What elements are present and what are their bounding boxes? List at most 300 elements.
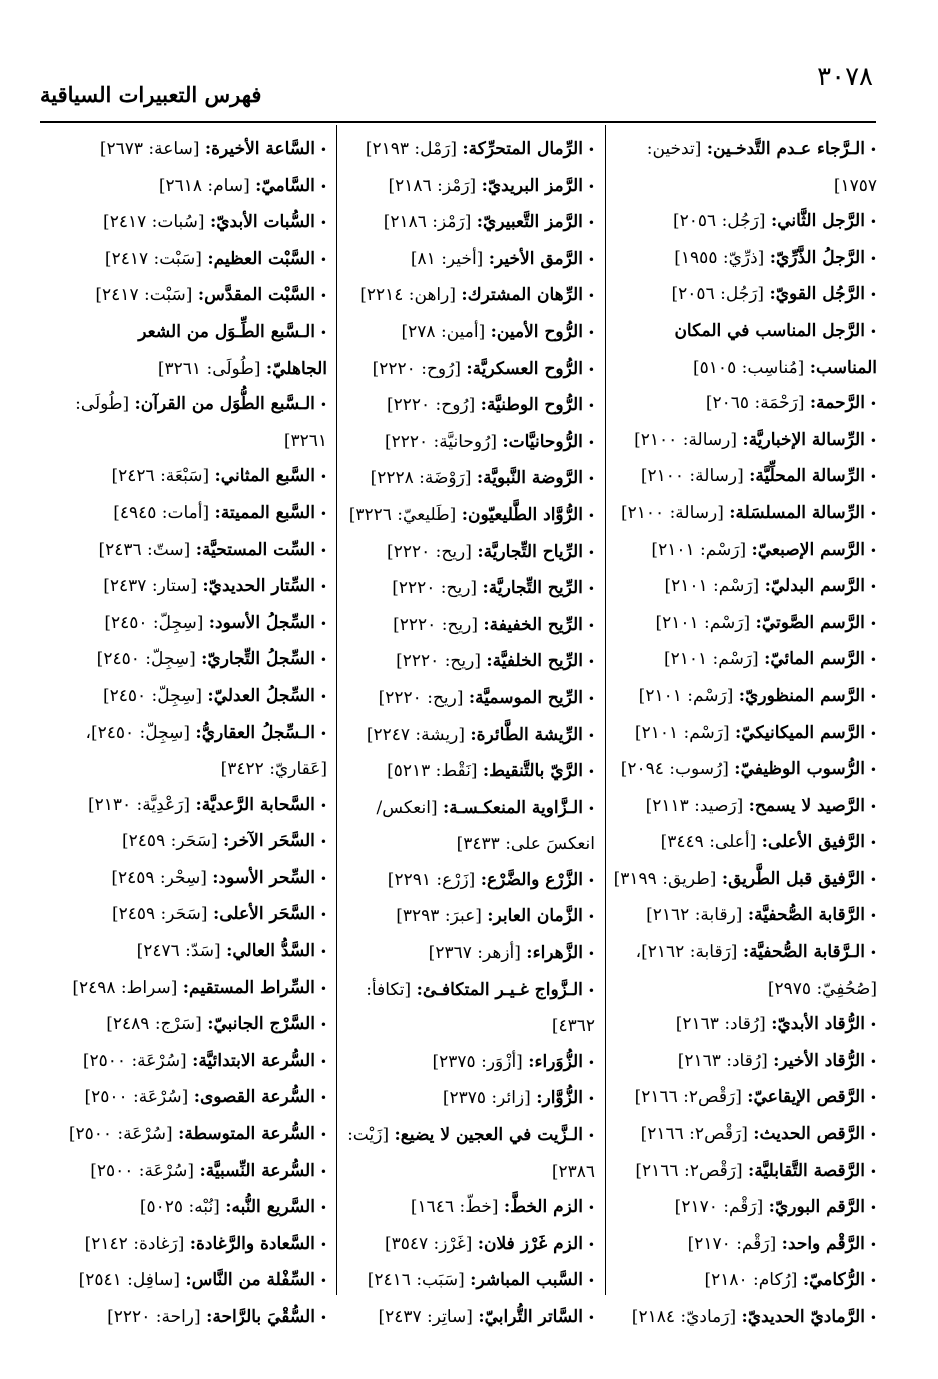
- running-title: فهرس التعبيرات السياقية: [40, 82, 262, 107]
- index-entry: [345, 1227, 595, 1264]
- bullet-icon: •: [319, 1164, 327, 1179]
- index-entry: [615, 679, 877, 716]
- bullet-icon: •: [869, 1201, 877, 1216]
- index-entry: [615, 1154, 877, 1191]
- header-rule: [40, 121, 876, 123]
- index-entry: [72, 824, 327, 861]
- index-entry: [615, 825, 877, 862]
- index-entry: [345, 1045, 595, 1082]
- bullet-icon: •: [587, 545, 595, 560]
- bullet-icon: •: [319, 835, 327, 850]
- entry-term: الرَّفيق قبل الطَّريق:: [721, 868, 865, 889]
- entry-term: الرُّوح الوطنيَّة:: [480, 395, 583, 416]
- entry-reference: [سُبات: ٢٤١٧]: [103, 212, 205, 233]
- entry-term: الرِّهان المشترك:: [461, 285, 583, 306]
- entry-term: السَّحَر الآخر:: [222, 831, 315, 852]
- entry-term: السَّبب المباشر:: [470, 1270, 583, 1291]
- entry-reference: [رَصيد: ٢١١٣]: [645, 795, 744, 816]
- entry-term: السُّرعة الابتدائيَّة:: [192, 1050, 315, 1071]
- index-entry: [72, 459, 327, 496]
- bullet-icon: •: [587, 873, 595, 888]
- entry-reference: [رَقْم: ٢١٧٠]: [674, 1197, 764, 1218]
- index-entry: [72, 934, 327, 971]
- entry-reference: [رَوْضَة: ٢٢٢٨]: [370, 468, 472, 489]
- index-entry: [72, 1300, 327, 1337]
- bullet-icon: •: [319, 1237, 327, 1252]
- bullet-icon: •: [587, 252, 595, 267]
- bullet-icon: •: [587, 216, 595, 231]
- entry-term: الزَّمان العابر:: [487, 906, 583, 927]
- index-entry: [72, 642, 327, 679]
- entry-reference: [راحة: ٢٢٢٠]: [107, 1307, 201, 1327]
- index-entry: [345, 169, 595, 206]
- entry-term: السَّاميّ:: [255, 175, 315, 196]
- entry-term: السِّتار الحديديّ:: [202, 576, 315, 597]
- entry-reference: [رُوحانيَّة: ٢٢٢٠]: [384, 431, 497, 452]
- entry-term: السَّحَر الأعلى:: [212, 904, 315, 925]
- entry-reference: [ساعة: ٢٦٧٣]: [99, 139, 200, 159]
- index-entry: [615, 132, 877, 204]
- index-entry: [615, 716, 877, 753]
- entry-reference: [رسالة: ٢١٠٠]: [621, 502, 724, 523]
- index-entry: [615, 1190, 877, 1227]
- index-entry: [345, 535, 595, 572]
- bullet-icon: •: [869, 433, 877, 448]
- entry-term: السَّريع النُّبه:: [225, 1197, 315, 1218]
- entry-term: السُّبات الأبديّ:: [209, 212, 315, 233]
- entry-term: السَّدُّ العالي:: [226, 941, 315, 962]
- index-entry: [615, 459, 877, 496]
- entry-reference: [رَغادة: ٢١٤٢]: [84, 1233, 185, 1254]
- entry-reference: [سَبْت: ٢٤١٧]: [104, 248, 202, 269]
- bullet-icon: •: [319, 1054, 327, 1069]
- entry-term: الرَّسم الإصبعيّ:: [751, 539, 865, 560]
- entry-reference: [رُقاد: ٢١٦٣]: [675, 1014, 766, 1035]
- entry-reference: [سَبَب: ٢٤١٦]: [367, 1270, 465, 1291]
- entry-reference: [نُبْه: ٥٠٢٥]: [139, 1197, 220, 1218]
- entry-reference: [رَسْم: ٢١٠١]: [655, 612, 751, 633]
- index-entry: [345, 425, 595, 462]
- entry-term: الـزَّاوية المنعكـسـة:: [442, 797, 583, 818]
- bullet-icon: •: [319, 798, 327, 813]
- bullet-icon: •: [869, 397, 877, 412]
- entry-reference: [رَسْم: ٢١٠١]: [663, 649, 759, 670]
- entry-term: السِّجلُ الأسود:: [208, 612, 315, 633]
- bullet-icon: •: [319, 506, 327, 521]
- index-entry: [345, 388, 595, 425]
- bullet-icon: •: [869, 1128, 877, 1143]
- entry-reference: [سَدّ: ٢٤٧٦]: [136, 941, 221, 962]
- entry-reference: [رَقْص٢: ٢١٦٦]: [634, 1087, 742, 1108]
- entry-reference: [خطّ: ١٦٤٦]: [410, 1197, 499, 1218]
- bullet-icon: •: [869, 1018, 877, 1033]
- entry-term: الزُّوَراء:: [528, 1051, 583, 1072]
- entry-term: الرَّصيد لا يسمح:: [748, 795, 865, 816]
- index-entry: [345, 899, 595, 936]
- entry-reference: [انعكس/ انعكسَ على: ٣٤٣٣]: [376, 797, 595, 855]
- bullet-icon: •: [587, 289, 595, 304]
- entry-reference: [رَقْم: ٢١٧٠]: [687, 1233, 777, 1254]
- entry-term: الرُّوح العسكريَّة:: [466, 358, 583, 379]
- entry-term: الرَّقص الحديث:: [753, 1124, 865, 1145]
- entry-term: الرَّسم البدليّ:: [764, 576, 865, 597]
- entry-term: الرَّيّ بالتَّنقيط:: [482, 761, 583, 782]
- entry-term: السُّقْيَ بالرَّاحة:: [206, 1307, 315, 1327]
- entry-reference: [رَقْص٢: ٢١٦٦]: [640, 1124, 748, 1145]
- bullet-icon: •: [587, 508, 595, 523]
- bullet-icon: •: [319, 1274, 327, 1289]
- index-entry: [72, 971, 327, 1008]
- entry-term: الرَّسم الميكانيكيّ:: [735, 722, 865, 743]
- column-divider-right: [605, 125, 606, 1295]
- entry-reference: [أعلى: ٣٤٤٩]: [660, 832, 757, 853]
- entry-reference: [سَحَر: ٢٤٥٩]: [122, 831, 218, 852]
- entry-reference: [سُرْعَة: ٢٥٠٠]: [82, 1050, 187, 1071]
- index-entry: [345, 205, 595, 242]
- bullet-icon: •: [587, 325, 595, 340]
- index-entry: [345, 718, 595, 755]
- bullet-icon: •: [319, 726, 327, 741]
- index-column-middle: [345, 132, 595, 1337]
- index-entry: [72, 897, 327, 934]
- index-entry: [72, 1007, 327, 1044]
- index-entry: [615, 496, 877, 533]
- index-entry: [72, 569, 327, 606]
- bullet-icon: •: [587, 1055, 595, 1070]
- index-entry: [345, 1081, 595, 1118]
- entry-reference: [رُوح: ٢٢٢٠]: [386, 395, 476, 416]
- entry-reference: [أمات: ٤٩٤٥]: [113, 502, 210, 523]
- entry-term: الرِّيح الخلفيَّة:: [486, 651, 583, 672]
- index-entry: [345, 1263, 595, 1300]
- entry-reference: [سُرْعَة: ٢٥٠٠]: [68, 1124, 173, 1145]
- bullet-icon: •: [319, 908, 327, 923]
- bullet-icon: •: [319, 580, 327, 595]
- entry-reference: [طُولَى: ٣٢٦١]: [157, 358, 261, 379]
- entry-reference: [ذرِّيّ: ١٩٥٥]: [674, 247, 765, 268]
- entry-reference: [رقابة: ٢١٦٢]: [646, 905, 743, 926]
- bullet-icon: •: [869, 251, 877, 266]
- index-entry: [72, 1227, 327, 1264]
- entry-reference: [ريح: ٢٢٢٠]: [387, 541, 472, 562]
- bullet-icon: •: [869, 763, 877, 778]
- entry-term: الزم غَرْز فلان:: [477, 1233, 583, 1254]
- entry-reference: [زَرْع: ٢٢٩١]: [387, 869, 476, 890]
- bullet-icon: •: [869, 1054, 877, 1069]
- entry-reference: [رَقْص٢: ٢١٦٦]: [635, 1160, 743, 1181]
- bullet-icon: •: [869, 1237, 877, 1252]
- index-entry: [68, 1117, 327, 1154]
- bullet-icon: •: [869, 543, 877, 558]
- entry-reference: [سِجِلّ: ٢٤٥٠]: [104, 612, 204, 633]
- bullet-icon: •: [587, 910, 595, 925]
- bullet-icon: •: [587, 472, 595, 487]
- entry-reference: [سِجِلّ: ٢٤٥٠]، [عَقاريّ: ٣٤٢٢]: [85, 722, 327, 780]
- bullet-icon: •: [319, 143, 327, 157]
- bullet-icon: •: [869, 143, 877, 157]
- index-entry: [345, 461, 595, 498]
- entry-reference: [رَحْمَة: ٢٠٦٥]: [705, 393, 805, 414]
- entry-reference: [رُقاد: ٢١٦٣]: [677, 1050, 768, 1071]
- bullet-icon: •: [319, 325, 327, 340]
- index-entry: [72, 315, 327, 387]
- entry-term: الرَّقم البوريّ:: [768, 1197, 865, 1218]
- index-entry: [345, 973, 595, 1045]
- index-entry: [345, 278, 595, 315]
- index-entry: [345, 132, 595, 169]
- entry-reference: [سِجِلّ: ٢٤٥٠]: [102, 685, 203, 706]
- entry-term: السِّت المستحيَّة:: [195, 539, 315, 560]
- entry-term: الـزَّواج غـيـر المتكافـئ:: [416, 979, 583, 1000]
- bullet-icon: •: [319, 289, 327, 304]
- entry-term: السِّراط المستقيم:: [182, 977, 315, 998]
- index-entry: [72, 1080, 327, 1117]
- index-entry: [72, 606, 327, 643]
- entry-reference: [غَرْز: ٣٥٤٧]: [384, 1233, 473, 1254]
- bullet-icon: •: [869, 946, 877, 961]
- entry-term: السُّرعة المتوسطة:: [178, 1124, 315, 1145]
- entry-term: السَّاعة الأخيرة:: [204, 139, 315, 159]
- entry-reference: [زائر: ٢٣٧٥]: [442, 1088, 531, 1109]
- entry-reference: [رَماديّ: ٢١٨٤]: [631, 1307, 737, 1327]
- entry-term: الرَّسم الصَّوتيّ:: [755, 612, 865, 633]
- entry-term: الرَّفيق الأعلى:: [761, 832, 865, 853]
- bullet-icon: •: [319, 1128, 327, 1143]
- entry-term: السُّرعة النِّسبيَّة:: [199, 1160, 315, 1181]
- bullet-icon: •: [587, 1129, 595, 1144]
- entry-reference: [رَمْل: ٢١٩٣]: [365, 139, 457, 159]
- bullet-icon: •: [587, 655, 595, 670]
- index-entry: [345, 936, 595, 973]
- index-entry: [615, 862, 877, 899]
- index-entry: [615, 204, 877, 241]
- bullet-icon: •: [319, 179, 327, 194]
- entry-term: السَّحابة الرَّعديَّة:: [195, 794, 315, 815]
- entry-reference: [رَسْم: ٢١٠١]: [651, 539, 747, 560]
- index-entry: [72, 496, 327, 533]
- entry-reference: [سَحَر: ٢٤٥٩]: [111, 904, 208, 925]
- index-entry: [72, 1154, 327, 1191]
- bullet-icon: •: [587, 399, 595, 414]
- index-entry: [345, 1118, 595, 1190]
- entry-term: الرَّجل المناسب في المكان المناسب:: [674, 320, 877, 378]
- index-entry: [72, 278, 327, 315]
- entry-reference: [أخير: ٨١]: [410, 248, 484, 269]
- index-entry: [72, 1263, 327, 1300]
- index-entry: [615, 277, 877, 314]
- entry-reference: [ستار: ٢٤٣٧]: [103, 576, 197, 597]
- entry-reference: [طَليعيّ: ٣٢٢٦]: [348, 504, 457, 525]
- index-entry: [72, 788, 327, 825]
- entry-term: الرَّجل الثَّاني:: [770, 211, 865, 232]
- index-entry: [345, 863, 595, 900]
- entry-reference: [سَرْج: ٢٤٨٩]: [106, 1014, 202, 1035]
- entry-term: الرَّوضة النَّبويَّة:: [476, 468, 583, 489]
- entry-term: الزَّرْع والضَّرْع:: [480, 869, 583, 890]
- index-entry: [615, 533, 877, 570]
- index-entry: [345, 242, 595, 279]
- bullet-icon: •: [587, 1201, 595, 1216]
- entry-reference: [رَجُل: ٢٠٥٦]: [673, 211, 766, 232]
- index-entry: [72, 861, 327, 898]
- entry-reference: [أزهر: ٢٣٦٧]: [428, 943, 521, 964]
- bullet-icon: •: [587, 1274, 595, 1289]
- entry-reference: [سُرْعَة: ٢٥٠٠]: [84, 1087, 189, 1108]
- entry-term: السَّبْت العظيم:: [207, 248, 315, 269]
- bullet-icon: •: [869, 836, 877, 851]
- bullet-icon: •: [319, 470, 327, 485]
- index-entry: [72, 679, 327, 716]
- bullet-icon: •: [587, 143, 595, 157]
- entry-term: الـسِّجلُ العقاريُّ:: [195, 722, 315, 743]
- entry-term: الرِّياح التِّجاريَّة:: [477, 541, 583, 562]
- entry-reference: [رَجُل: ٢٠٥٦]: [671, 284, 765, 305]
- entry-reference: [سَبْعَة: ٢٤٢٦]: [111, 466, 210, 487]
- bullet-icon: •: [319, 1091, 327, 1106]
- bullet-icon: •: [587, 362, 595, 377]
- entry-reference: [رُكام: ٢١٨٠]: [704, 1270, 798, 1291]
- entry-term: السَّبع المميتة:: [214, 502, 315, 523]
- bullet-icon: •: [587, 691, 595, 706]
- bullet-icon: •: [319, 1201, 327, 1216]
- index-entry: [615, 752, 877, 789]
- entry-term: الرَّمز التَّعبيريّ:: [476, 212, 583, 233]
- entry-term: الرُّوح الأمين:: [490, 321, 583, 342]
- bullet-icon: •: [319, 398, 327, 413]
- index-entry: [615, 1007, 877, 1044]
- bullet-icon: •: [587, 801, 595, 816]
- index-entry: [615, 1227, 877, 1264]
- index-entry: [615, 1080, 877, 1117]
- bullet-icon: •: [869, 909, 877, 924]
- entry-term: الزَّهراء:: [526, 943, 583, 964]
- index-entry: [615, 1117, 877, 1154]
- index-entry: [615, 1300, 877, 1337]
- entry-term: الرَّحمة:: [809, 393, 865, 414]
- bullet-icon: •: [869, 324, 877, 339]
- index-entry: [345, 571, 595, 608]
- index-entry: [615, 606, 877, 643]
- index-entry: [345, 681, 595, 718]
- entry-term: الرِّسالة الإخباريَّة:: [742, 429, 865, 450]
- entry-reference: [رَسْم: ٢١٠١]: [664, 576, 760, 597]
- entry-term: الرُّكاميّ:: [802, 1270, 865, 1291]
- entry-reference: [نَقْط: ٥٢١٣]: [387, 761, 478, 782]
- entry-reference: [طريق: ٣١٩٩]: [613, 868, 717, 889]
- bullet-icon: •: [319, 981, 327, 996]
- entry-reference: [رَمْز: ٢١٨٦]: [388, 175, 477, 196]
- entry-term: السِّفْلة من النَّاس:: [185, 1270, 315, 1291]
- bullet-icon: •: [869, 1164, 877, 1179]
- bullet-icon: •: [587, 728, 595, 743]
- bullet-icon: •: [587, 582, 595, 597]
- entry-reference: [سُرْعَة: ٢٥٠٠]: [90, 1160, 195, 1181]
- index-entry: [615, 314, 877, 386]
- bullet-icon: •: [319, 871, 327, 886]
- entry-reference: [ريشة: ٢٢٤٧]: [366, 724, 465, 745]
- entry-term: الرُّقاد الأخير:: [773, 1050, 865, 1071]
- entry-reference: [رَمْز: ٢١٨٦]: [383, 212, 472, 233]
- index-entry: [72, 205, 327, 242]
- entry-reference: [عبرَ: ٣٢٩٣]: [396, 906, 482, 927]
- entry-term: الرَّقصة التَّقابليَّة:: [748, 1160, 865, 1181]
- index-entry: [72, 132, 327, 169]
- entry-term: السِّحر الأسود:: [212, 867, 315, 888]
- column-divider-left: [336, 125, 337, 1295]
- index-entry: [615, 386, 877, 423]
- index-entry: [72, 533, 327, 570]
- entry-reference: [رَسْم: ٢١٠١]: [634, 722, 730, 743]
- bullet-icon: •: [869, 689, 877, 704]
- index-entry: [345, 498, 595, 535]
- entry-term: الرُّوحانيَّات:: [502, 431, 583, 452]
- index-entry: [345, 608, 595, 645]
- entry-term: الرِّيح الموسميَّة:: [468, 687, 583, 708]
- entry-reference: [مُناسِب: ٥١٠٥]: [693, 357, 805, 378]
- bullet-icon: •: [869, 1274, 877, 1289]
- index-entry: [615, 789, 877, 826]
- bullet-icon: •: [319, 945, 327, 960]
- index-entry: [345, 1190, 595, 1227]
- index-entry: [615, 569, 877, 606]
- entry-term: الزم الخطَّ:: [503, 1197, 583, 1218]
- entry-reference: [سافِل: ٢٥٤١]: [78, 1270, 180, 1291]
- entry-reference: [ريح: ٢٢٢٠]: [393, 614, 478, 635]
- bullet-icon: •: [587, 1237, 595, 1252]
- index-entry: [345, 1300, 595, 1337]
- entry-term: الرُّقاد الأبديّ:: [771, 1014, 865, 1035]
- index-entry: [615, 423, 877, 460]
- bullet-icon: •: [319, 616, 327, 631]
- entry-reference: [سِجِلّ: ٢٤٥٠]: [96, 649, 196, 670]
- entry-reference: [رسالة: ٢١٠٠]: [640, 466, 744, 487]
- entry-reference: [رُسوب: ٢٠٩٤]: [620, 759, 729, 780]
- index-entry: [345, 352, 595, 389]
- entry-reference: [ريح: ٢٢٢٠]: [396, 651, 481, 672]
- entry-reference: [رُوح: ٢٢٢٠]: [372, 358, 461, 379]
- entry-reference: [رَعْدِيَّة: ٢١٣٠]: [87, 794, 191, 815]
- entry-reference: [رسالة: ٢١٠٠]: [634, 429, 738, 450]
- bullet-icon: •: [869, 1091, 877, 1106]
- entry-term: الرِّيشة الطَّائرة:: [470, 724, 583, 745]
- index-entry: [615, 935, 877, 1007]
- entry-term: الرَّسم المنظوريّ:: [738, 685, 865, 706]
- index-entry: [345, 791, 595, 863]
- entry-term: الرَّماديّ الحديديّ:: [741, 1307, 865, 1327]
- bullet-icon: •: [869, 616, 877, 631]
- bullet-icon: •: [869, 653, 877, 668]
- entry-term: الرُّوَّاد الطَّليعيّون:: [461, 504, 583, 525]
- entry-reference: [أمين: ٢٧٨]: [401, 321, 486, 342]
- index-entry: [72, 716, 327, 788]
- entry-term: الرَّقابة الصُّحفيَّة:: [747, 905, 865, 926]
- bullet-icon: •: [319, 543, 327, 558]
- bullet-icon: •: [587, 1092, 595, 1107]
- bullet-icon: •: [869, 799, 877, 814]
- entry-term: الرَّقص الإيقاعيّ:: [747, 1087, 865, 1108]
- index-entry: [615, 1044, 877, 1081]
- entry-term: السَّعادة والرَّغادة:: [189, 1233, 315, 1254]
- entry-term: السَّرْج الجانبيّ:: [207, 1014, 315, 1035]
- page-number: ٣٠٧٨: [817, 62, 873, 92]
- entry-term: السَّبع المثاني:: [214, 466, 315, 487]
- entry-term: الـرَّقابة الصُّحفيَّة:: [742, 942, 865, 963]
- index-entry: [345, 315, 595, 352]
- index-entry: [345, 754, 595, 791]
- entry-term: السِّجلُ العدليّ:: [207, 685, 315, 706]
- entry-reference: [زَيْت: ٢٣٨٦]: [347, 1125, 595, 1182]
- bullet-icon: •: [587, 947, 595, 962]
